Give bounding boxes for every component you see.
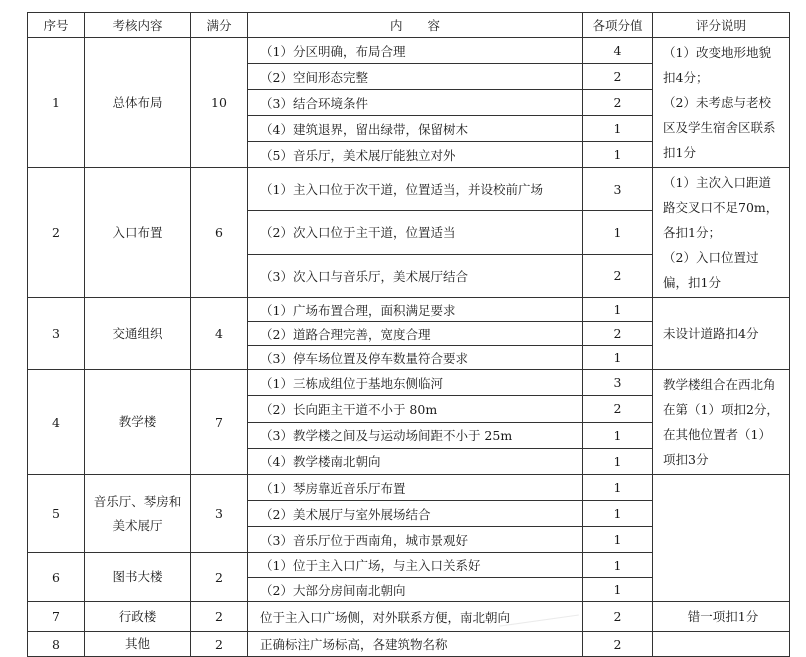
criteria-item: （1）广场布置合理，面积满足要求 (248, 298, 583, 322)
item-score: 1 (583, 116, 653, 142)
criteria-item: （2）次入口位于主干道，位置适当 (248, 211, 583, 254)
criteria-item: （3）结合环境条件 (248, 90, 583, 116)
table-row (28, 370, 790, 396)
note-line: 教学楼组合在西北角在第（1）项扣2分，在其他位置者（1）项扣3分 (663, 377, 779, 467)
assessment-topic: 教学楼 (85, 370, 191, 475)
scoring-note (653, 168, 790, 298)
item-score: 1 (583, 527, 653, 553)
note-line: （2）未考虑与老校区及学生宿舍区联系扣1分 (663, 95, 776, 160)
item-score: 3 (583, 370, 653, 396)
full-score: 3 (191, 475, 248, 553)
item-score: 1 (583, 422, 653, 448)
item-score: 1 (583, 578, 653, 602)
criteria-item: （1）分区明确，布局合理 (248, 38, 583, 64)
criteria-item: （5）音乐厅，美术展厅能独立对外 (248, 142, 583, 168)
item-score: 1 (583, 346, 653, 370)
criteria-item: （2）长向距主干道不小于 80m (248, 396, 583, 422)
criteria-item: （4）教学楼南北朝向 (248, 448, 583, 474)
criteria-item: （2）美术展厅与室外展场结合 (248, 501, 583, 527)
criteria-item: （3）音乐厅位于西南角，城市景观好 (248, 527, 583, 553)
scoring-note (653, 298, 790, 370)
row-number: 4 (28, 370, 85, 475)
scoring-table (27, 12, 790, 657)
criteria-item: （1）三栋成组位于基地东侧临河 (248, 370, 583, 396)
criteria-item: （1）主入口位于次干道，位置适当，并设校前广场 (248, 168, 583, 211)
row-number: 5 (28, 475, 85, 553)
scoring-note (653, 632, 790, 657)
item-score: 2 (583, 632, 653, 657)
item-score: 1 (583, 298, 653, 322)
header-content: 内 容 (248, 13, 583, 38)
row-number: 7 (28, 602, 85, 632)
full-score: 7 (191, 370, 248, 475)
criteria-item: （2）空间形态完整 (248, 64, 583, 90)
item-score: 1 (583, 448, 653, 474)
criteria-item: 位于主入口广场侧，对外联系方便，南北朝向 (248, 602, 583, 632)
full-score: 2 (191, 632, 248, 657)
full-score: 4 (191, 298, 248, 370)
full-score: 2 (191, 553, 248, 602)
criteria-item: （3）次入口与音乐厅，美术展厅结合 (248, 254, 583, 297)
scoring-note (653, 475, 790, 602)
note-line: （1）改变地形地貌扣4分； (663, 45, 771, 85)
full-score: 6 (191, 168, 248, 298)
table-row (28, 168, 790, 211)
table-row (28, 298, 790, 322)
row-number: 1 (28, 38, 85, 168)
criteria-item: （2）大部分房间南北朝向 (248, 578, 583, 602)
table-row (28, 602, 790, 632)
assessment-topic: 音乐厅、琴房和美术展厅 (85, 475, 191, 553)
header-topic: 考核内容 (85, 13, 191, 38)
item-score: 1 (583, 211, 653, 254)
table-row (28, 475, 790, 501)
item-score: 1 (583, 501, 653, 527)
note-line: 错一项扣1分 (687, 609, 759, 624)
criteria-item: （1）位于主入口广场，与主入口关系好 (248, 553, 583, 578)
assessment-topic: 入口布置 (85, 168, 191, 298)
row-number: 3 (28, 298, 85, 370)
note-line: 未设计道路扣4分 (663, 326, 759, 341)
header-no: 序号 (28, 13, 85, 38)
criteria-item: （4）建筑退界，留出绿带，保留树木 (248, 116, 583, 142)
item-score: 2 (583, 602, 653, 632)
header-row (28, 13, 790, 38)
table-row (28, 38, 790, 64)
header-full-score: 满分 (191, 13, 248, 38)
assessment-topic: 总体布局 (85, 38, 191, 168)
item-score: 2 (583, 322, 653, 346)
item-score: 1 (583, 142, 653, 168)
item-score: 3 (583, 168, 653, 211)
header-note: 评分说明 (653, 13, 790, 38)
item-score: 2 (583, 64, 653, 90)
criteria-item: （3）停车场位置及停车数量符合要求 (248, 346, 583, 370)
criteria-item: （1）琴房靠近音乐厅布置 (248, 475, 583, 501)
criteria-item: 正确标注广场标高，各建筑物名称 (248, 632, 583, 657)
assessment-topic: 其他 (85, 632, 191, 657)
row-number: 2 (28, 168, 85, 298)
item-score: 1 (583, 553, 653, 578)
assessment-topic: 交通组织 (85, 298, 191, 370)
row-number: 8 (28, 632, 85, 657)
full-score: 2 (191, 602, 248, 632)
row-number: 6 (28, 553, 85, 602)
full-score: 10 (191, 38, 248, 168)
assessment-topic: 图书大楼 (85, 553, 191, 602)
item-score: 1 (583, 475, 653, 501)
scoring-note (653, 602, 790, 632)
item-score: 2 (583, 90, 653, 116)
item-score: 2 (583, 254, 653, 297)
item-score: 4 (583, 38, 653, 64)
header-item-score: 各项分值 (583, 13, 653, 38)
note-line: （1）主次入口距道路交叉口不足70m，各扣1分； (663, 175, 779, 240)
table-row (28, 632, 790, 657)
note-line: （2）入口位置过偏，扣1分 (663, 250, 759, 290)
scoring-note (653, 370, 790, 475)
criteria-item: （3）教学楼之间及与运动场间距不小于 25m (248, 422, 583, 448)
criteria-item: （2）道路合理完善，宽度合理 (248, 322, 583, 346)
assessment-topic: 行政楼 (85, 602, 191, 632)
scoring-note (653, 38, 790, 168)
item-score: 2 (583, 396, 653, 422)
